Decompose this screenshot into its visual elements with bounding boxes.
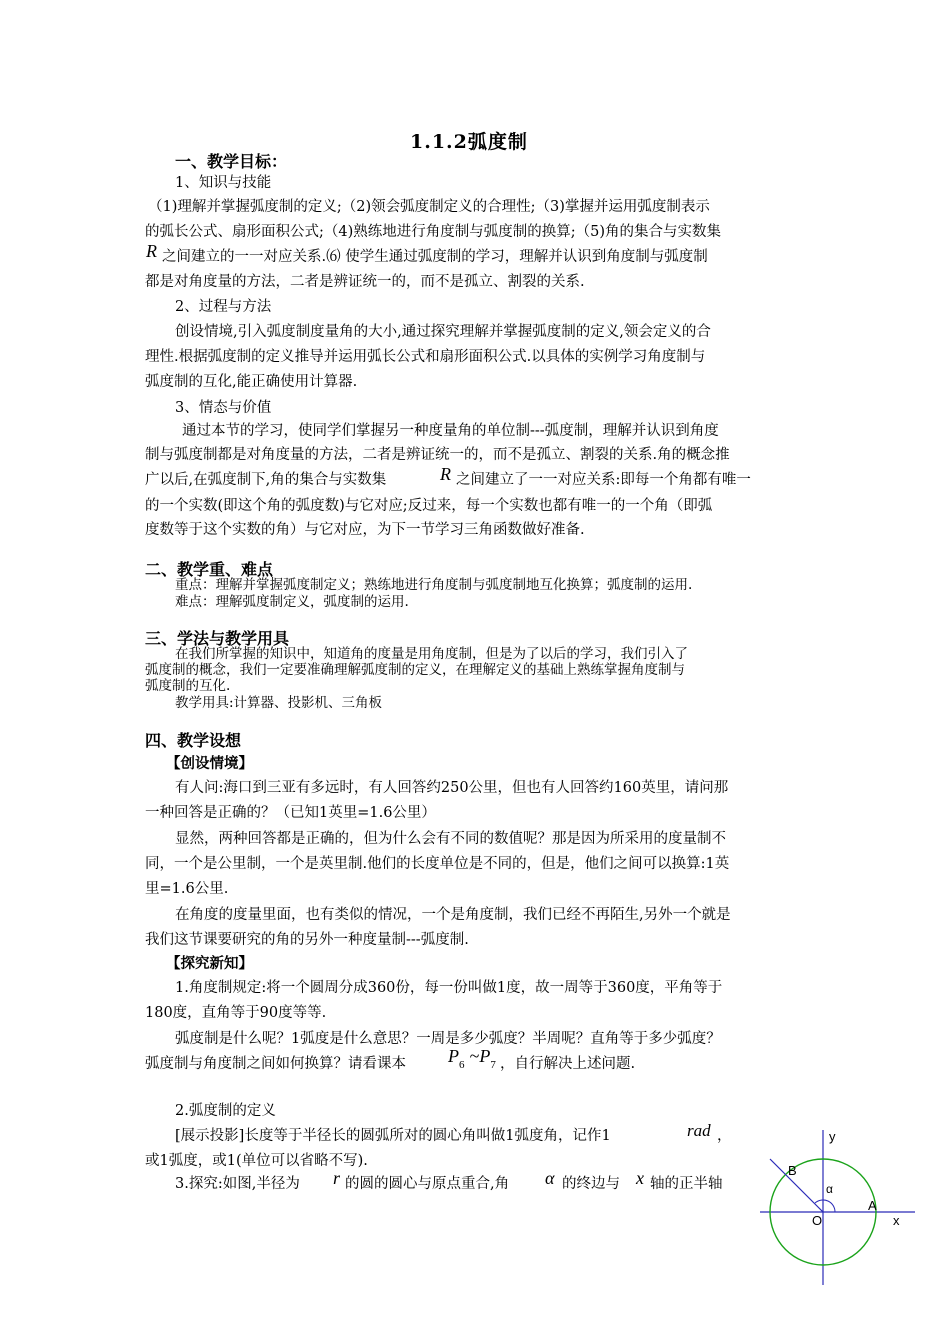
scenario-line: 一种回答是正确的？（已知1英里=1.6公里） [145, 805, 436, 821]
section-heading-method: 三、学法与教学用具 [145, 629, 290, 648]
explore-line: 180度，直角等于90度等等. [145, 1005, 327, 1021]
math-x: x [636, 1168, 644, 1188]
values-line: 广以后,在弧度制下,角的集合与实数集 [145, 472, 387, 488]
process-line: 弧度制的互化,能正确使用计算器. [145, 374, 358, 390]
scenario-line: 同，一个是公里制，一个是英里制.他们的长度单位是不同的，但是，他们之间可以换算:1英 [145, 856, 730, 872]
definition-line: ， [717, 1128, 732, 1144]
definition-line: 或1弧度，或1(单位可以省略不写). [145, 1153, 368, 1169]
definition-heading: 2.弧度制的定义 [175, 1103, 276, 1119]
math-r: r [333, 1168, 341, 1188]
method-line: 在我们所掌握的知识中，知道角的度量是用角度制，但是为了以后的学习，我们引入了 [175, 646, 688, 662]
subheading-process: 2、过程与方法 [175, 299, 272, 315]
process-line: 理性.根据弧度制的定义推导并运用弧长公式和扇形面积公式.以具体的实例学习角度制与 [145, 349, 706, 365]
inquiry-line: 3.探究:如图,半径为 [175, 1176, 300, 1192]
explore-line: 1.角度制规定:将一个圆周分成360份，每一份叫做1度，故一周等于360度，平角等于 [175, 980, 723, 996]
goals-line: （1)理解并掌握弧度制的定义;（2)领会弧度制定义的合理性;（3)掌握并运用弧度制表示 [148, 199, 710, 215]
page-title: 1.1.2弧度制 [410, 131, 528, 153]
goals-line: 之间建立的一一对应关系.⑹ 使学生通过弧度制的学习，理解并认识到角度制与弧度制 [162, 249, 708, 265]
label-B: B [788, 1163, 797, 1178]
bracket-heading-scenario: 【创设情境】 [166, 756, 253, 772]
method-line: 弧度制的概念，我们一定要准确理解弧度制的定义，在理解定义的基础上熟练掌握角度制与 [145, 662, 685, 678]
explore-line: 弧度制与角度制之间如何换算？请看课本 [145, 1056, 406, 1072]
explore-line: 弧度制是什么呢？1弧度是什么意思？一周是多少弧度？半周呢？直角等于多少弧度？ [175, 1031, 721, 1047]
section-heading-keypoints: 二、教学重、难点 [145, 560, 274, 579]
section-heading-design: 四、教学设想 [145, 731, 242, 750]
values-line: 制与弧度制都是对角度量的方法，二者是辨证统一的，而不是孤立、割裂的关系.角的概念推 [145, 447, 730, 463]
scenario-line: 我们这节课要研究的角的另外一种度量制---弧度制. [145, 932, 469, 948]
goals-line: 的弧长公式、扇形面积公式;（4)熟练地进行角度制与弧度制的换算;（5)角的集合与实数集 [145, 224, 722, 240]
inquiry-line: 的终边与 [562, 1176, 620, 1192]
key-point: 重点：理解并掌握弧度制定义；熟练地进行角度制与弧度制地互化换算；弧度制的运用. [175, 577, 693, 593]
terminal-side [786, 1175, 823, 1212]
scenario-line: 显然，两种回答都是正确的，但为什么会有不同的数值呢？那是因为所采用的度量制不 [175, 831, 726, 847]
goals-line: 都是对角度量的方法，二者是辨证统一的，而不是孤立、割裂的关系. [145, 274, 585, 290]
math-alpha: α [545, 1168, 555, 1188]
scenario-line: 里=1.6公里. [145, 881, 229, 897]
process-line: 创设情境,引入弧度制度量角的大小,通过探究理解并掌握弧度制的定义,领会定义的合 [175, 324, 711, 340]
label-x: x [893, 1213, 900, 1228]
terminal-side-extension [770, 1159, 786, 1175]
math-R: R [440, 464, 451, 484]
math-page-range: $P_6$ $\sim P_7$ [448, 1046, 496, 1071]
angle-arc [815, 1200, 835, 1212]
values-line: 的一个实数(即这个角的弧度数)与它对应;反过来，每一个实数也都有唯一的一个角（即弧 [145, 498, 713, 514]
subheading-knowledge: 1、知识与技能 [175, 175, 272, 191]
values-line: 通过本节的学习，使同学们掌握另一种度量角的单位制---弧度制，理解并认识到角度 [182, 423, 719, 439]
method-line: 弧度制的互化. [145, 678, 231, 694]
section-heading-goals: 一、教学目标： [175, 152, 288, 171]
definition-line: [展示投影]长度等于半径长的圆弧所对的圆心角叫做1弧度角，记作1 [175, 1128, 611, 1144]
bracket-heading-explore: 【探究新知】 [166, 956, 253, 972]
scenario-line: 有人问:海口到三亚有多远时，有人回答约250公里，但也有人回答约160英里，请问那 [175, 780, 729, 796]
values-line: 度数等于这个实数的角）与它对应，为下一节学习三角函数做好准备. [145, 522, 585, 538]
math-rad: rad [687, 1121, 711, 1140]
label-A: A [868, 1198, 877, 1213]
inquiry-line: 轴的正半轴 [650, 1176, 723, 1192]
label-O: O [812, 1213, 823, 1228]
label-y: y [829, 1129, 836, 1144]
explore-line: ，自行解决上述问题. [500, 1056, 636, 1072]
scenario-line: 在角度的度量里面，也有类似的情况，一个是角度制，我们已经不再陌生,另外一个就是 [175, 907, 731, 923]
subheading-values: 3、情态与价值 [175, 400, 272, 416]
label-alpha: α [826, 1182, 833, 1196]
inquiry-line: 的圆的圆心与原点重合,角 [345, 1176, 510, 1192]
teaching-tools: 教学用具:计算器、投影机、三角板 [175, 695, 383, 711]
math-R: R [146, 241, 157, 261]
difficult-point: 难点：理解弧度制定义，弧度制的运用. [175, 594, 409, 610]
values-line: 之间建立了一一对应关系:即每一个角都有唯一 [456, 472, 751, 488]
unit-circle-figure [750, 1125, 920, 1290]
